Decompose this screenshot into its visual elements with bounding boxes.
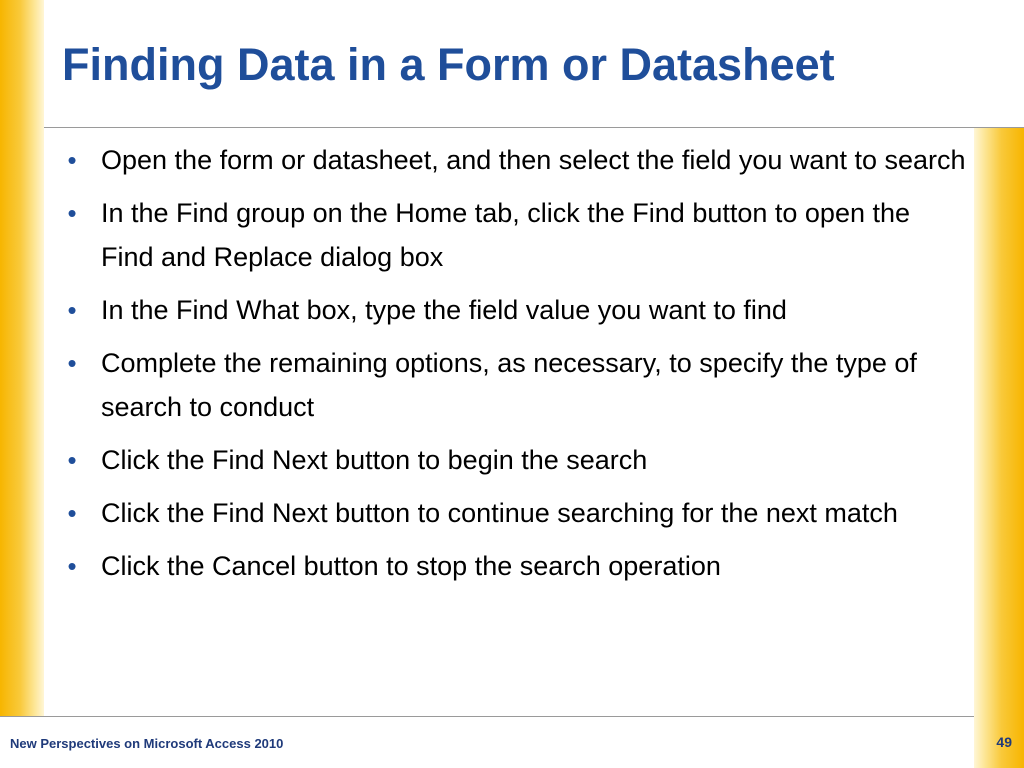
bullet-list — [60, 138, 968, 597]
title-divider — [44, 127, 1024, 128]
bullet-marker: • — [67, 551, 77, 581]
bullet-item — [60, 491, 968, 535]
bullet-marker: • — [67, 145, 77, 175]
bullet-item — [60, 341, 968, 429]
bullet-marker: • — [67, 348, 77, 378]
page-number: 49 — [996, 734, 1012, 750]
bullet-item — [60, 138, 968, 182]
bullet-text: Click the Cancel button to stop the search operation — [101, 551, 721, 581]
bullet-item — [60, 288, 968, 332]
bullet-marker: • — [67, 498, 77, 528]
bullet-marker: • — [67, 445, 77, 475]
bullet-text: Click the Find Next button to begin the search — [101, 445, 648, 475]
bullet-marker: • — [67, 198, 77, 228]
bullet-text: Click the Find Next button to continue searching for the next match — [101, 498, 898, 528]
bullet-text: In the Find group on the Home tab, click the Find button to open the Find and Replace dialog box — [101, 198, 911, 272]
bullet-marker: • — [67, 295, 77, 325]
bullet-item — [60, 191, 968, 279]
footer-divider — [0, 716, 974, 717]
bullet-text: Open the form or datasheet, and then select the field you want to search — [101, 145, 966, 175]
right-accent-bar — [974, 128, 1024, 768]
bullet-text: In the Find What box, type the field value you want to find — [101, 295, 787, 325]
bullet-text: Complete the remaining options, as necessary, to specify the type of search to conduct — [101, 348, 917, 422]
slide-title: Finding Data in a Form or Datasheet — [62, 39, 835, 90]
left-accent-bar — [0, 0, 44, 716]
bullet-item — [60, 544, 968, 588]
footer-text: New Perspectives on Microsoft Access 2010 — [10, 736, 284, 751]
bullet-item — [60, 438, 968, 482]
